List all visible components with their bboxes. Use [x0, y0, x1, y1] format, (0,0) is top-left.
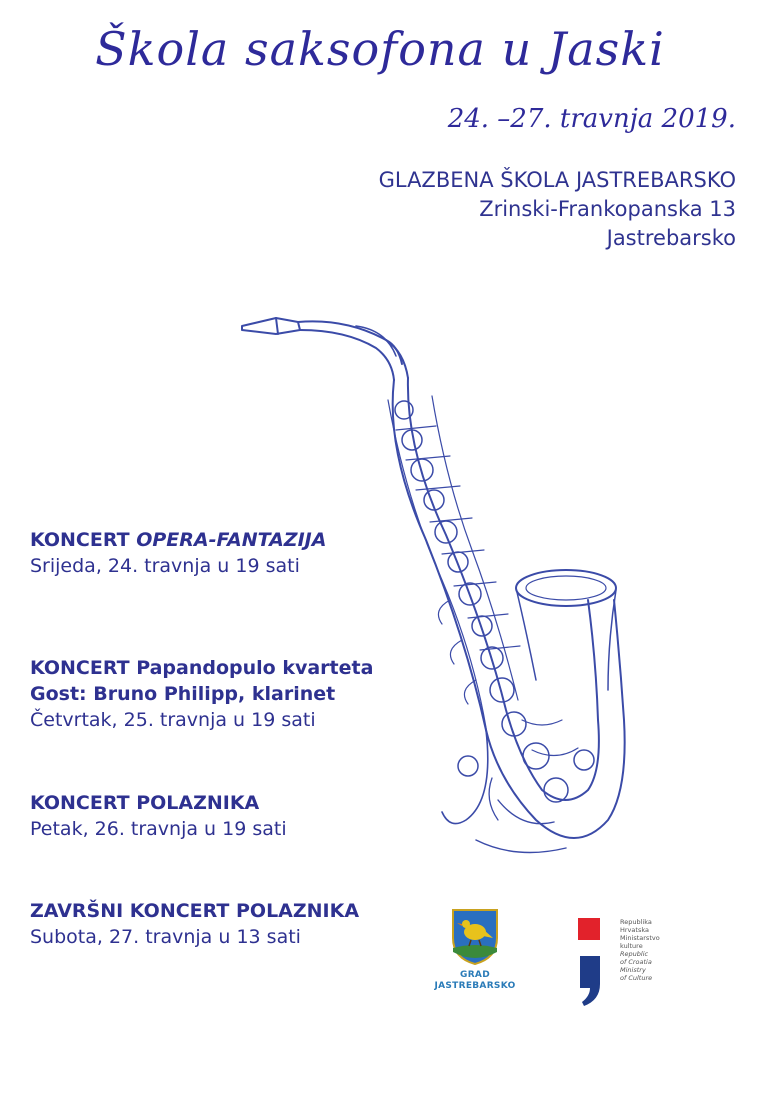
venue-block — [379, 166, 736, 253]
venue-street: Zrinski-Frankopanska 13 — [479, 197, 736, 221]
ministry-line-en: Republic — [620, 950, 649, 958]
ministry-line: kulture — [620, 942, 643, 950]
event-title: KONCERT Papandopulo kvarteta — [30, 657, 374, 679]
ministry-logo — [578, 918, 688, 1008]
venue-name: GLAZBENA ŠKOLA JASTREBARSKO — [378, 168, 736, 192]
coat-of-arms-icon — [451, 908, 499, 966]
event-item — [30, 655, 373, 733]
ministry-text — [620, 918, 660, 982]
ministry-line-en: of Croatia — [620, 958, 652, 966]
grad-label: GRAD — [460, 970, 490, 980]
saxophone-illustration — [236, 300, 636, 870]
grad-name: JASTREBARSKO — [434, 981, 516, 991]
event-title: ZAVRŠNI KONCERT POLAZNIKA — [30, 900, 360, 922]
event-title-italic: OPERA-FANTAZIJA — [136, 529, 327, 551]
grad-jastrebarsko-logo — [430, 908, 520, 992]
event-title-prefix: KONCERT — [30, 529, 137, 551]
event-item — [30, 898, 359, 950]
event-when: Subota, 27. travnja u 13 sati — [30, 926, 301, 948]
event-item — [30, 790, 287, 842]
poster-dates: 24. –27. travnja 2019. — [447, 104, 736, 134]
ministry-line: Hrvatska — [620, 926, 649, 934]
ministry-mark-icon — [578, 918, 608, 1008]
event-title: KONCERT POLAZNIKA — [30, 792, 260, 814]
ministry-line: Ministarstvo — [620, 934, 660, 942]
event-guest: Gost: Bruno Philipp, klarinet — [30, 683, 336, 705]
ministry-line-en: Ministry — [620, 966, 646, 974]
venue-city: Jastrebarsko — [606, 226, 736, 250]
event-when: Srijeda, 24. travnja u 19 sati — [30, 555, 300, 577]
event-when: Četvrtak, 25. travnja u 19 sati — [30, 709, 316, 731]
event-item — [30, 527, 326, 579]
poster-title: Škola saksofona u Jaski — [95, 22, 665, 76]
ministry-line: Republika — [620, 918, 652, 926]
event-when: Petak, 26. travnja u 19 sati — [30, 818, 287, 840]
event-title — [30, 527, 326, 553]
ministry-line-en: of Culture — [620, 974, 653, 982]
